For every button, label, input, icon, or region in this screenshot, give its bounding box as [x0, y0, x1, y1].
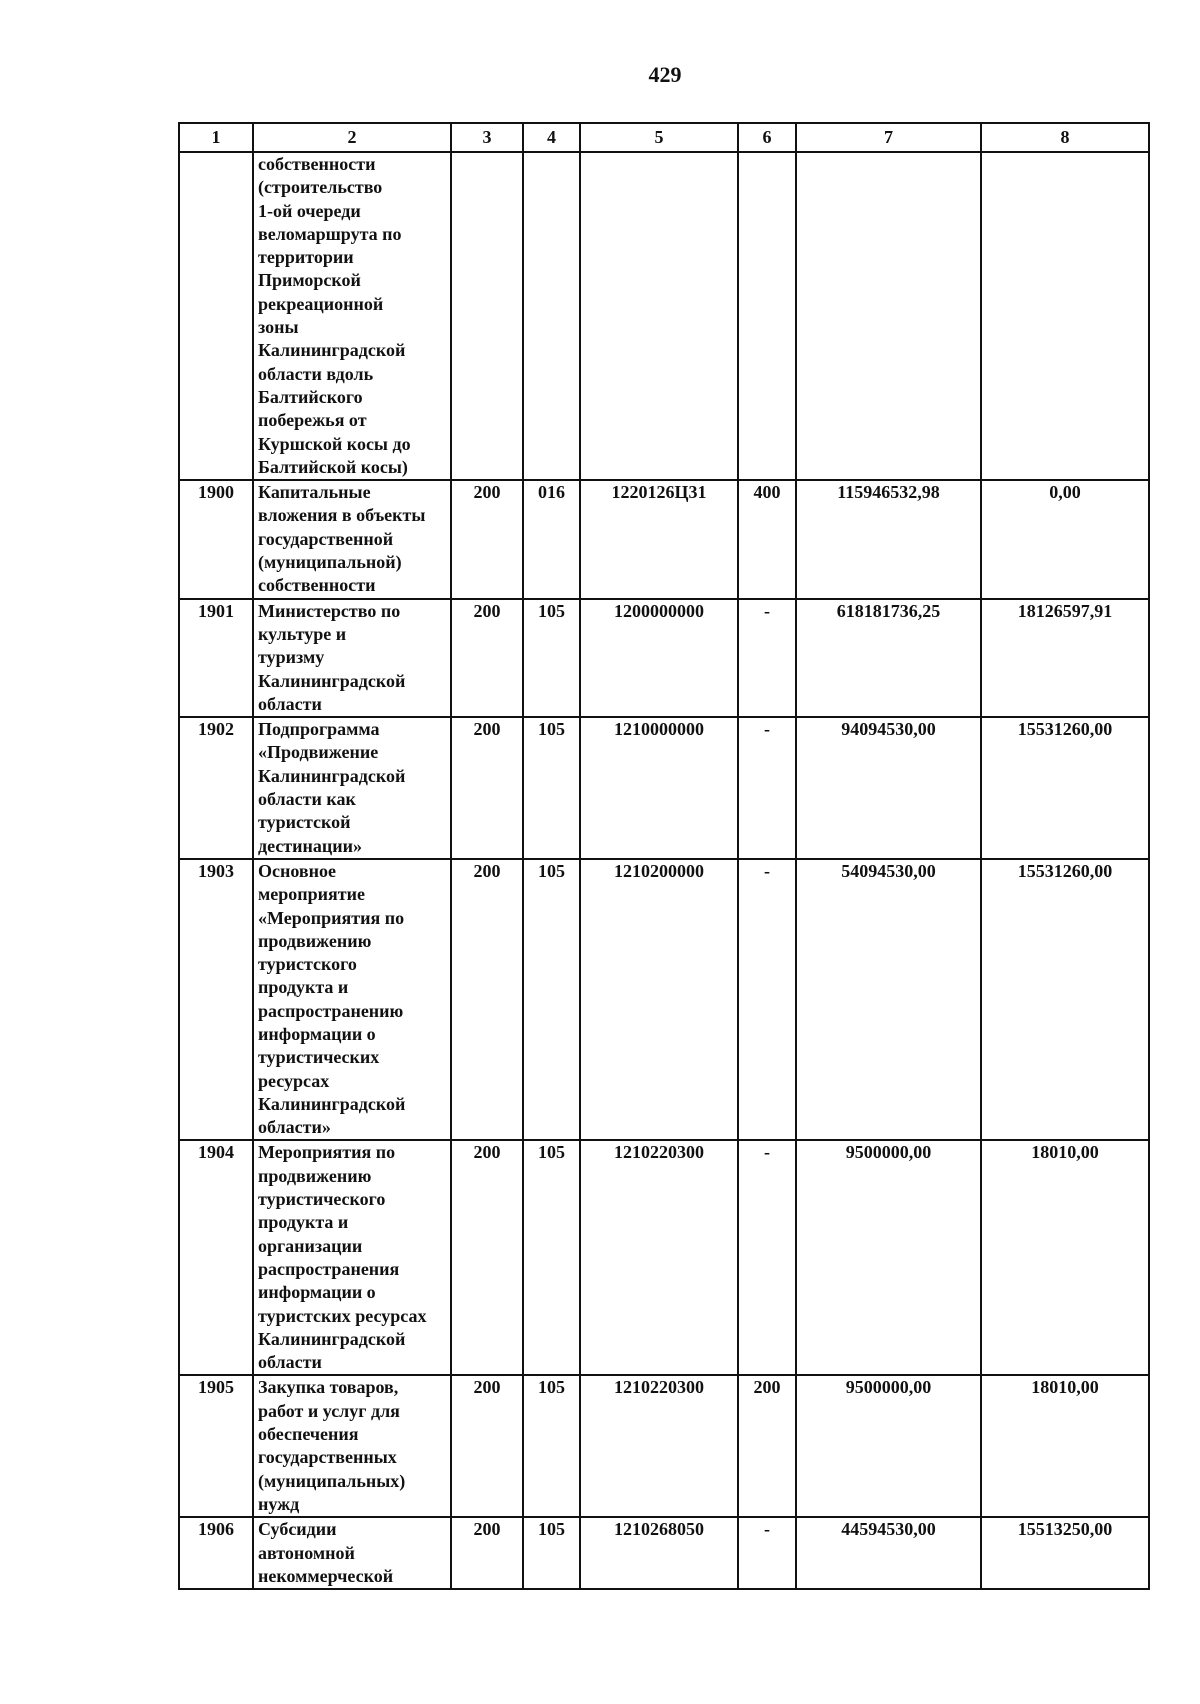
cell-col3: 200: [451, 1140, 523, 1375]
table-row: [179, 717, 1149, 859]
table-row: [179, 480, 1149, 598]
cell-col7: 44594530,00: [796, 1517, 981, 1589]
cell-col6: -: [738, 859, 796, 1141]
cell-col5: 1210268050: [580, 1517, 738, 1589]
row-number: 1900: [179, 480, 253, 598]
column-header: 7: [796, 123, 981, 152]
cell-col4: 105: [523, 599, 580, 717]
cell-col5: 1210000000: [580, 717, 738, 859]
cell-col4: 105: [523, 1375, 580, 1517]
cell-col5: [580, 152, 738, 480]
column-header: 5: [580, 123, 738, 152]
cell-col8: 18126597,91: [981, 599, 1149, 717]
row-name: Министерство по культуре и туризму Калининградской области: [253, 599, 451, 717]
cell-col4: 105: [523, 1517, 580, 1589]
cell-col8: 15531260,00: [981, 859, 1149, 1141]
cell-col8: 18010,00: [981, 1140, 1149, 1375]
row-number: 1905: [179, 1375, 253, 1517]
cell-col5: 1220126Ц31: [580, 480, 738, 598]
row-number: 1903: [179, 859, 253, 1141]
cell-col6: 400: [738, 480, 796, 598]
row-name: Капитальные вложения в объекты государственной (муниципальной) собственности: [253, 480, 451, 598]
cell-col7: 618181736,25: [796, 599, 981, 717]
row-name: собственности (строительство 1-ой очереди веломаршрута по территории Приморской рекреационной зоны Калининградской области вдоль Балтийского побережья от Куршской косы до Балтийской косы): [253, 152, 451, 480]
cell-col7: 9500000,00: [796, 1140, 981, 1375]
column-header: 4: [523, 123, 580, 152]
table-header-row: [179, 123, 1149, 152]
cell-col3: 200: [451, 717, 523, 859]
cell-col3: 200: [451, 599, 523, 717]
column-header: 2: [253, 123, 451, 152]
column-header: 6: [738, 123, 796, 152]
row-number: [179, 152, 253, 480]
cell-col3: 200: [451, 480, 523, 598]
row-name: Субсидии автономной некоммерческой: [253, 1517, 451, 1589]
budget-table: [178, 122, 1150, 1590]
cell-col6: -: [738, 717, 796, 859]
cell-col8: 15513250,00: [981, 1517, 1149, 1589]
cell-col3: [451, 152, 523, 480]
cell-col3: 200: [451, 859, 523, 1141]
cell-col7: 94094530,00: [796, 717, 981, 859]
cell-col5: 1210220300: [580, 1140, 738, 1375]
row-name: Мероприятия по продвижению туристического продукта и организации распространения информации о туристских ресурсах Калининградской области: [253, 1140, 451, 1375]
row-number: 1902: [179, 717, 253, 859]
page-number: 429: [648, 62, 682, 87]
cell-col3: 200: [451, 1375, 523, 1517]
column-header: 8: [981, 123, 1149, 152]
row-name: Подпрограмма «Продвижение Калининградской области как туристской дестинации»: [253, 717, 451, 859]
cell-col4: 105: [523, 859, 580, 1141]
cell-col5: 1200000000: [580, 599, 738, 717]
table-row: [179, 1140, 1149, 1375]
row-name: Основное мероприятие «Мероприятия по продвижению туристского продукта и распространению информации о туристических ресурсах Калининградской области»: [253, 859, 451, 1141]
cell-col8: [981, 152, 1149, 480]
cell-col6: 200: [738, 1375, 796, 1517]
column-header: 1: [179, 123, 253, 152]
table-row: [179, 152, 1149, 480]
cell-col4: 105: [523, 1140, 580, 1375]
column-header: 3: [451, 123, 523, 152]
table-row: [179, 859, 1149, 1141]
row-number: 1901: [179, 599, 253, 717]
table-row: [179, 1375, 1149, 1517]
row-number: 1904: [179, 1140, 253, 1375]
cell-col4: [523, 152, 580, 480]
cell-col8: 0,00: [981, 480, 1149, 598]
row-number: 1906: [179, 1517, 253, 1589]
cell-col3: 200: [451, 1517, 523, 1589]
cell-col8: 18010,00: [981, 1375, 1149, 1517]
cell-col6: -: [738, 599, 796, 717]
cell-col7: 115946532,98: [796, 480, 981, 598]
cell-col8: 15531260,00: [981, 717, 1149, 859]
row-name: Закупка товаров, работ и услуг для обеспечения государственных (муниципальных) нужд: [253, 1375, 451, 1517]
cell-col5: 1210200000: [580, 859, 738, 1141]
cell-col7: [796, 152, 981, 480]
table-row: [179, 1517, 1149, 1589]
cell-col4: 016: [523, 480, 580, 598]
cell-col5: 1210220300: [580, 1375, 738, 1517]
cell-col6: -: [738, 1517, 796, 1589]
cell-col7: 54094530,00: [796, 859, 981, 1141]
cell-col7: 9500000,00: [796, 1375, 981, 1517]
cell-col6: [738, 152, 796, 480]
table-row: [179, 599, 1149, 717]
cell-col6: -: [738, 1140, 796, 1375]
cell-col4: 105: [523, 717, 580, 859]
